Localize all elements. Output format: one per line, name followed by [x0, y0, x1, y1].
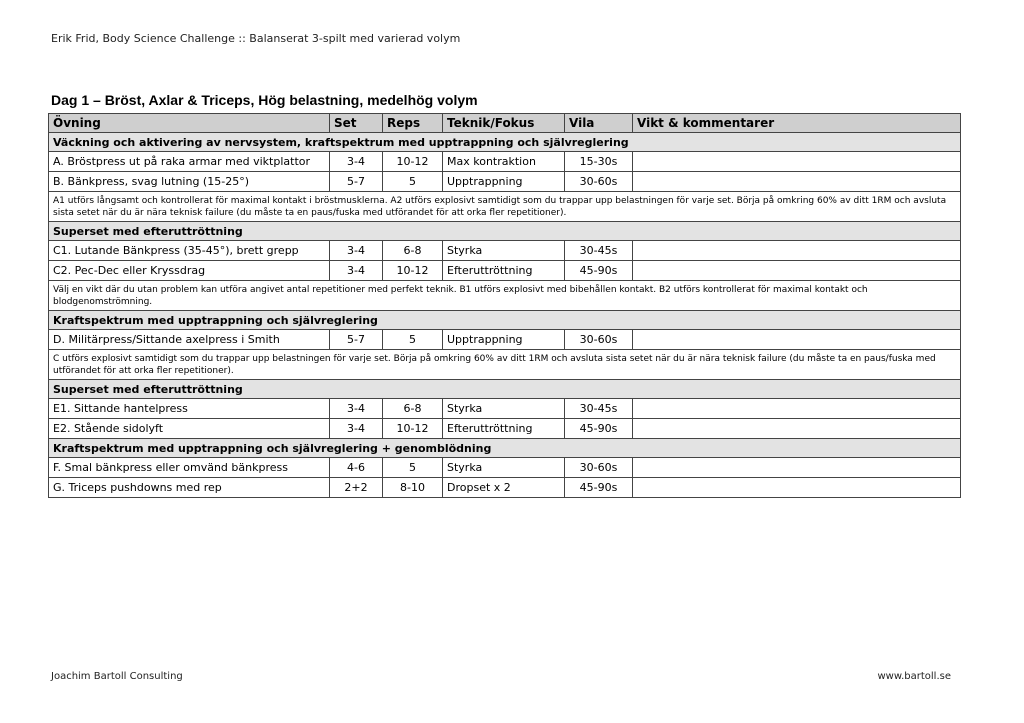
- section-note: Välj en vikt där du utan problem kan utföra angivet antal repetitioner med perfekt teknik. B1 utförs explosivt med bibehållen kontakt. B2 utförs kontrollerat för maximal kontakt och blodgenomströmning.: [49, 281, 961, 311]
- exercise-reps: 6-8: [383, 399, 443, 419]
- exercise-technique: Efteruttröttning: [443, 261, 565, 281]
- exercise-row: [49, 241, 961, 261]
- exercise-comment: [633, 261, 961, 281]
- exercise-technique: Upptrappning: [443, 172, 565, 192]
- exercise-sets: 5-7: [330, 330, 383, 350]
- exercise-sets: 5-7: [330, 172, 383, 192]
- exercise-name: D. Militärpress/Sittande axelpress i Smith: [49, 330, 330, 350]
- exercise-sets: 2+2: [330, 478, 383, 498]
- exercise-comment: [633, 399, 961, 419]
- exercise-technique: Efteruttröttning: [443, 419, 565, 439]
- exercise-rest: 30-60s: [565, 172, 633, 192]
- col-set: Set: [330, 114, 383, 133]
- exercise-reps: 5: [383, 172, 443, 192]
- exercise-rest: 30-60s: [565, 330, 633, 350]
- section-note: C utförs explosivt samtidigt som du trappar upp belastningen för varje set. Börja på omkring 60% av ditt 1RM och avsluta sista setet när du är nära teknisk failure (du måste ta en paus/fuska med utförandet för att orka fler repetitioner).: [49, 350, 961, 380]
- exercise-reps: 8-10: [383, 478, 443, 498]
- exercise-name: C1. Lutande Bänkpress (35-45°), brett grepp: [49, 241, 330, 261]
- exercise-reps: 10-12: [383, 419, 443, 439]
- exercise-technique: Max kontraktion: [443, 152, 565, 172]
- exercise-name: E1. Sittande hantelpress: [49, 399, 330, 419]
- exercise-row: [49, 419, 961, 439]
- exercise-row: [49, 399, 961, 419]
- exercise-reps: 5: [383, 330, 443, 350]
- col-exercise: Övning: [49, 114, 330, 133]
- exercise-comment: [633, 241, 961, 261]
- exercise-sets: 4-6: [330, 458, 383, 478]
- exercise-comment: [633, 478, 961, 498]
- exercise-rest: 45-90s: [565, 261, 633, 281]
- exercise-reps: 10-12: [383, 152, 443, 172]
- exercise-name: A. Bröstpress ut på raka armar med viktplattor: [49, 152, 330, 172]
- exercise-row: [49, 330, 961, 350]
- section-header-row: [49, 222, 961, 241]
- section-note-row: [49, 281, 961, 311]
- exercise-sets: 3-4: [330, 241, 383, 261]
- exercise-technique: Upptrappning: [443, 330, 565, 350]
- exercise-row: [49, 152, 961, 172]
- section-header-row: [49, 439, 961, 458]
- exercise-row: [49, 172, 961, 192]
- workout-table: [48, 113, 961, 498]
- day-title: Dag 1 – Bröst, Axlar & Triceps, Hög belastning, medelhög volym: [51, 92, 478, 108]
- col-reps: Reps: [383, 114, 443, 133]
- exercise-name: B. Bänkpress, svag lutning (15-25°): [49, 172, 330, 192]
- section-title: Superset med efteruttröttning: [49, 380, 961, 399]
- exercise-sets: 3-4: [330, 419, 383, 439]
- exercise-reps: 10-12: [383, 261, 443, 281]
- exercise-name: G. Triceps pushdowns med rep: [49, 478, 330, 498]
- exercise-row: [49, 478, 961, 498]
- exercise-name: C2. Pec-Dec eller Kryssdrag: [49, 261, 330, 281]
- section-title: Kraftspektrum med upptrappning och självreglering: [49, 311, 961, 330]
- section-note-row: [49, 192, 961, 222]
- exercise-rest: 45-90s: [565, 478, 633, 498]
- exercise-technique: Styrka: [443, 458, 565, 478]
- col-technique: Teknik/Fokus: [443, 114, 565, 133]
- section-header-row: [49, 133, 961, 152]
- exercise-comment: [633, 152, 961, 172]
- exercise-comment: [633, 172, 961, 192]
- section-title: Väckning och aktivering av nervsystem, kraftspektrum med upptrappning och självreglering: [49, 133, 961, 152]
- section-header-row: [49, 311, 961, 330]
- exercise-sets: 3-4: [330, 399, 383, 419]
- footer-website: www.bartoll.se: [877, 671, 951, 682]
- exercise-comment: [633, 419, 961, 439]
- section-title: Kraftspektrum med upptrappning och självreglering + genomblödning: [49, 439, 961, 458]
- exercise-reps: 5: [383, 458, 443, 478]
- exercise-technique: Styrka: [443, 241, 565, 261]
- exercise-rest: 45-90s: [565, 419, 633, 439]
- exercise-sets: 3-4: [330, 261, 383, 281]
- section-note: A1 utförs långsamt och kontrollerat för maximal kontakt i bröstmusklerna. A2 utförs explosivt samtidigt som du trappar upp belastningen för varje set. Börja på omkring 60% av ditt 1RM och avsluta sista setet när du är nära teknisk failure (du måste ta en paus/fuska med utförandet för att orka fler repetitioner).: [49, 192, 961, 222]
- exercise-rest: 30-45s: [565, 399, 633, 419]
- footer-company: Joachim Bartoll Consulting: [51, 671, 183, 682]
- col-rest: Vila: [565, 114, 633, 133]
- exercise-rest: 15-30s: [565, 152, 633, 172]
- exercise-reps: 6-8: [383, 241, 443, 261]
- exercise-rest: 30-60s: [565, 458, 633, 478]
- col-comments: Vikt & kommentarer: [633, 114, 961, 133]
- section-note-row: [49, 350, 961, 380]
- column-header-row: [49, 114, 961, 133]
- exercise-row: [49, 261, 961, 281]
- exercise-comment: [633, 330, 961, 350]
- exercise-row: [49, 458, 961, 478]
- page-header: Erik Frid, Body Science Challenge :: Balanserat 3-spilt med varierad volym: [51, 32, 461, 45]
- exercise-rest: 30-45s: [565, 241, 633, 261]
- exercise-name: F. Smal bänkpress eller omvänd bänkpress: [49, 458, 330, 478]
- section-title: Superset med efteruttröttning: [49, 222, 961, 241]
- exercise-name: E2. Stående sidolyft: [49, 419, 330, 439]
- section-header-row: [49, 380, 961, 399]
- exercise-sets: 3-4: [330, 152, 383, 172]
- exercise-comment: [633, 458, 961, 478]
- exercise-technique: Dropset x 2: [443, 478, 565, 498]
- exercise-technique: Styrka: [443, 399, 565, 419]
